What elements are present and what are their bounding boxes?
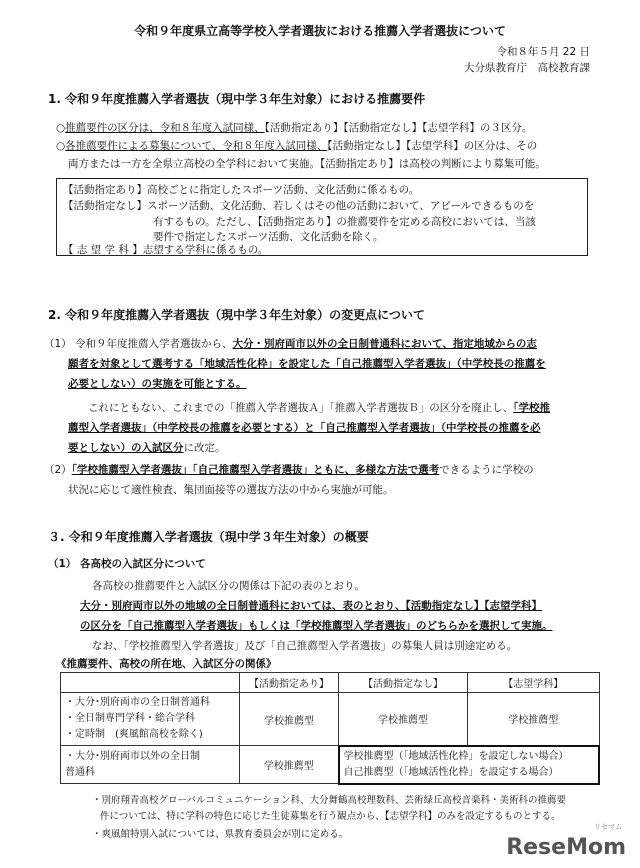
section3-s2: 大分・別府両市以外の地域の全日制普通科においては、表のとおり、【活動指定なし】【志望学科】 bbox=[80, 600, 542, 612]
box-row2-label: 【活動指定なし】 bbox=[63, 200, 147, 212]
p2-d: 要としない）の入試区分 bbox=[68, 442, 184, 454]
section2-p1-line1 bbox=[44, 336, 537, 351]
section1-bullet2-line2: 両方または一方を全県立高校の全学科において実施。【活動指定あり】は高校の判断により募集可能。 bbox=[68, 158, 546, 170]
section3-s1: 各高校の推薦要件と入試区分の関係は下記の表のとおり。 bbox=[92, 580, 365, 592]
row1-label-c: ・定時制 (爽風館高校を除く) bbox=[65, 729, 203, 740]
box-row3 bbox=[63, 242, 268, 257]
p3-a: （2） bbox=[44, 464, 72, 476]
table-col-header: 【志望学科】 bbox=[468, 673, 600, 693]
box-row3-label: 【 志 望 学 科 】 bbox=[63, 244, 143, 256]
section3-s3: の区分を「自己推薦型入学者選抜」もしくは「学校推薦型入学者選抜」のどちらかを選択して実施。 bbox=[80, 620, 553, 632]
box-row2 bbox=[63, 198, 534, 213]
row2-label-a: ・大分･別府両市以外の全日制 bbox=[65, 750, 200, 762]
document-org: 大分県教育庁 高校教育課 bbox=[464, 62, 590, 74]
box-row3-text: 志望する学科に係るもの。 bbox=[142, 244, 269, 256]
row2-option-a: 学校推薦型（「地域活性化枠」を設定しない場合） bbox=[343, 750, 569, 762]
table-cell: 学校推薦型 bbox=[240, 746, 339, 784]
table-cell: 学校推薦型 bbox=[240, 693, 339, 746]
box-row1 bbox=[63, 182, 419, 197]
resemom-logo: ReseMom bbox=[506, 835, 626, 860]
p1-a: （1） 令和９年度推薦入学者選抜から、 bbox=[44, 338, 233, 350]
table-note-2: 件については、特に学科の特色に応じた生徒募集を行う観点から、【志望学科】のみを設定するものとする。 bbox=[100, 811, 561, 822]
section3-sub1: （1） 各高校の入試区分について bbox=[48, 558, 206, 570]
box-row2-text3: 要件で指定したスポーツ活動、文化活動を除く。 bbox=[153, 231, 384, 243]
bullet-mark: ○ bbox=[56, 140, 66, 152]
section2-p3-line2: 状況に応じて適性検査、集団面接等の選抜方法の中から実施が可能。 bbox=[68, 484, 394, 496]
bullet1-underlined: 推薦要件の区分は、令和８年度入試同様、 bbox=[65, 122, 265, 134]
row1-label-a: ・大分･別府両市の全日制普通科 bbox=[65, 697, 210, 708]
section2-p1-line2: 願者を対象として選考する「地域活性化枠」を設定した「自己推薦型入学者選抜」（中学校長の推薦を bbox=[68, 358, 546, 370]
table-cell: 学校推薦型 bbox=[468, 693, 600, 746]
bullet2-underlined: 各推薦要件による募集について、令和８年度入試同様、 bbox=[65, 140, 328, 152]
section2-p2-line2: 薦型入学者選抜」（中学校長の推薦を必要とする）と「自己推薦型入学者選抜」（中学校長の推薦を必 bbox=[68, 422, 541, 434]
table-row bbox=[61, 746, 600, 784]
box-row2-text: スポーツ活動、文化活動、若しくはその他の活動において、アピールできるものを bbox=[147, 200, 535, 212]
table-caption: 《推薦要件、高校の所在地、入試区分の関係》 bbox=[56, 658, 277, 670]
requirements-table bbox=[60, 672, 600, 785]
section2-p1-line3: 必要としない）の実施を可能とする。 bbox=[68, 378, 247, 390]
table-cell-merged bbox=[339, 746, 600, 784]
section1-bullet2 bbox=[56, 138, 537, 153]
box-row1-label: 【活動指定あり】 bbox=[63, 184, 147, 196]
table-row-label bbox=[61, 746, 240, 784]
table-note-1: ・別府翔青高校グローバルコミュニケーション科、大分舞鶴高校理数科、芸術緑丘高校音楽科・美術科の推薦要 bbox=[92, 795, 566, 806]
row1-label-b: ・全日制専門学科・総合学科 bbox=[65, 713, 195, 724]
table-col-header: 【活動指定あり】 bbox=[240, 673, 339, 693]
table-cell: 学校推薦型 bbox=[339, 693, 468, 746]
requirements-box bbox=[56, 178, 588, 256]
logo-subtext: リセマム bbox=[594, 823, 622, 831]
section1-heading: 1. 令和９年度推薦入学者選抜（現中学３年生対象）における推薦要件 bbox=[48, 92, 426, 106]
section2-p3-line1 bbox=[44, 462, 534, 477]
table-col-header: 【活動指定なし】 bbox=[339, 673, 468, 693]
p2-b: 「学校推 bbox=[513, 402, 550, 414]
box-row1-text: 高校ごとに指定したスポーツ活動、文化活動に係るもの。 bbox=[147, 184, 420, 196]
row2-option-b: 自己推薦型（「地域活性化枠」を設定する場合） bbox=[343, 766, 559, 778]
section1-bullet1 bbox=[56, 120, 532, 135]
table-row-label bbox=[61, 693, 240, 746]
box-row2-text2: 有するもの。ただし、【活動指定あり】の推薦要件を定める高校においては、当該 bbox=[153, 216, 536, 228]
p2-a: これにともない、これまでの「推薦入学者選抜Ａ」「推薦入学者選抜Ｂ」の区分を廃止し、 bbox=[88, 402, 514, 414]
table-row bbox=[61, 693, 600, 746]
table-note-3: ・爽風館特別入試については、県教育委員会が別に定める。 bbox=[92, 829, 349, 840]
bullet-mark: ○ bbox=[56, 122, 66, 134]
bullet2-rest: 【活動指定なし】【志望学科】の区分は、その bbox=[327, 140, 538, 152]
section3-heading: ３. 令和９年度推薦入学者選抜（現中学３年生対象）の概要 bbox=[48, 530, 369, 544]
table-header-row bbox=[61, 673, 600, 693]
section2-p2-line1 bbox=[88, 400, 550, 415]
document-title: 令和９年度県立高等学校入学者選抜における推薦入学者選抜について bbox=[134, 24, 506, 38]
p2-e: に改定。 bbox=[183, 442, 226, 454]
section2-p2-line3 bbox=[68, 440, 226, 455]
bullet1-rest: 【活動指定あり】【活動指定なし】【志望学科】の３区分。 bbox=[264, 122, 533, 134]
p3-c: できるように学校の bbox=[439, 464, 534, 476]
section3-s4: なお、「学校推薦型入学者選抜」及び「自己推薦型入学者選抜」の募集人員は別途定める。 bbox=[92, 640, 518, 652]
row2-label-b: 普通科 bbox=[65, 766, 95, 778]
document-date: 令和８年５月 22 日 bbox=[496, 46, 590, 58]
section2-heading: 2. 令和９年度推薦入学者選抜（現中学３年生対象）の変更点について bbox=[48, 308, 425, 322]
p3-b: 「学校推薦型入学者選抜」「自己推薦型入学者選抜」ともに、多様な方法で選考 bbox=[71, 464, 440, 476]
table-corner-cell bbox=[61, 673, 240, 693]
p1-b: 大分・別府両市以外の全日制普通科において、指定地域からの志 bbox=[232, 338, 537, 350]
